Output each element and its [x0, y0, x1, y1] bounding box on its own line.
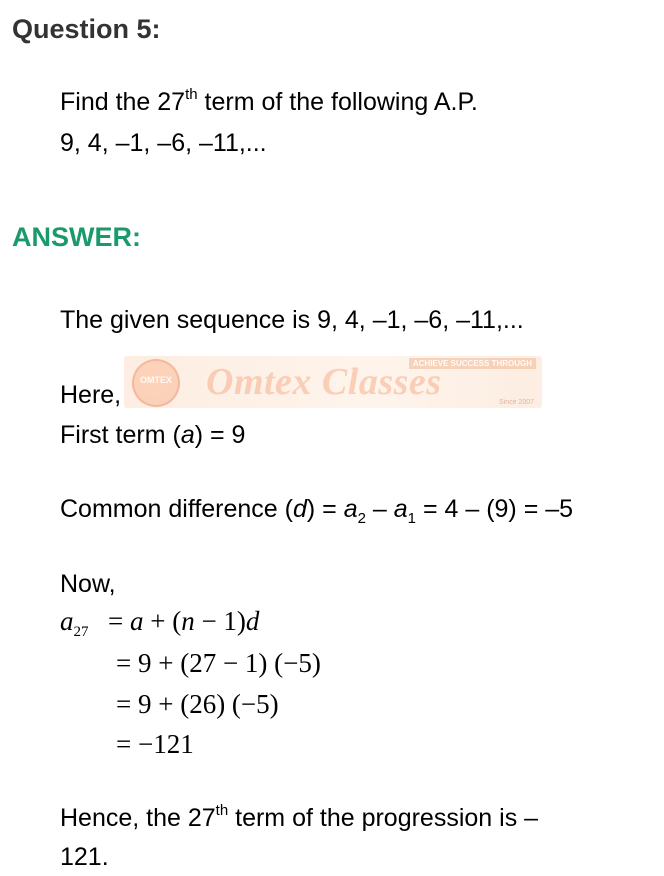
var-a: a: [180, 421, 195, 449]
math-line-2: = 9 + (27 − 1) (−5): [116, 648, 321, 678]
superscript-th: th: [185, 86, 198, 103]
here-label: Here,: [60, 381, 122, 409]
question-line-1: [60, 88, 478, 117]
now-label: Now,: [60, 570, 116, 598]
question-text-pre: Find the 27: [60, 88, 186, 116]
answer-heading: ANSWER:: [12, 222, 141, 252]
given-sequence-text: The given sequence is 9, 4, –1, –6, –11,...: [60, 306, 524, 334]
first-term-line: First term (a) = 9: [60, 421, 246, 449]
math-line-1: $a_{27}$: [60, 606, 89, 640]
math-line-1-rhs: = a + (n − 1)d: [108, 606, 260, 636]
math-line-3: = 9 + (26) (−5): [116, 689, 279, 719]
watermark-logo-icon: OMTEX: [132, 359, 180, 407]
watermark-brand: Omtex Classes: [206, 361, 442, 403]
math-line-4: = −121: [116, 729, 194, 759]
common-difference-line: Common difference $(d) = a_2 - a_1 = 4 - (9) = -5$: [60, 495, 574, 527]
var-d: d: [292, 495, 307, 523]
watermark-since: Since 2007: [498, 399, 534, 406]
watermark-tagline: ACHIEVE SUCCESS THROUGH: [409, 358, 536, 369]
conclusion-line-2: 121.: [60, 843, 109, 871]
conclusion-line-1: Hence, the 27th term of the progression is –: [60, 802, 539, 832]
watermark-banner: [124, 356, 542, 408]
question-sequence: 9, 4, –1, –6, –11,...: [60, 129, 267, 157]
question-text-post: term of the following A.P.: [197, 88, 478, 116]
question-heading: Question 5:: [12, 14, 161, 44]
